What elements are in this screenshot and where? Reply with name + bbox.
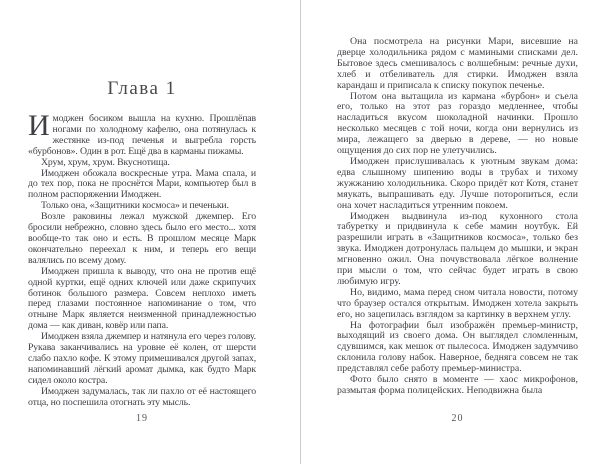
paragraph	[28, 114, 256, 158]
paragraph: Возле раковины лежал мужской джемпер. Его бросили небрежно, словно здесь было его место... хотя вообще-то так оно и есть. В прошлом месяце Марк окончательно переехал к ним, и теперь его вещи валялись по всему дому.	[28, 211, 256, 266]
paragraph: Имоджен пришла к выводу, что она не против ещё одной куртки, ещё одних ключей или даже скрипучих ботинок большого размера. Совсем неплохо иметь перед глазами постоянное напоминание о том, что отныне Марк является неизменной принадлежностью дома — как диван, ковёр или папа.	[28, 265, 256, 332]
page-divider	[300, 0, 301, 464]
paragraph: Она посмотрела на рисунки Мари, висевшие на дверце холодильника рядом с мамиными списками дел. Бытовое здесь смешивалось с волшебным: речные духи, хлеб и отбеливатель для стирки. Имоджен взяла карандаш и приписала к списку покупок печенье.	[337, 37, 578, 91]
page-left[interactable]	[28, 0, 256, 464]
paragraph: Имоджен задумалась, так ли пахло от её настоящего отца, но поспешила отогнать эту мысль.	[28, 385, 256, 408]
paragraph: Фото было снято в моменте — хаос микрофонов, размытая форма полицейских. Неподвижна была	[337, 374, 578, 396]
paragraph: Только она, «Защитники космоса» и печеньки.	[41, 200, 229, 212]
page-number-right: 20	[451, 413, 464, 424]
paragraph: Хрум, хрум, хрум. Вкуснотища.	[41, 156, 170, 168]
chapter-title: Глава 1	[107, 78, 177, 99]
paragraph: Имоджен выдвинула из-под кухонного стола табуретку и придвинула к себе мамин ноутбук. Ей разрешили играть в «Защитников космоса», только без звука. Имоджен дотронулась пальцем до мышки, и экран мгновенно ожил. Она почувствовала лёгкое волнение при мысли о том, что сейчас будет играть в свою любимую игру.	[337, 210, 578, 287]
drop-cap: И	[28, 114, 50, 142]
paragraph: Имоджен обожала воскресные утра. Мама спала, и до тех пор, пока не проснётся Мари, компьютер был в полном распоряжении Имоджен.	[28, 167, 256, 201]
paragraph-text: моджен босиком вышла на кухню. Прошлёпав ногами по холодному кафелю, она потянулась к жестянке из-под печенья и выгребла горсть «бурбонов». Один в рот. Ещё два в карманы пижамы.	[28, 114, 256, 157]
page-number-left: 19	[136, 413, 148, 424]
paragraph: На фотографии был изображён премьер-министр, выходящий из своего дома. Он выглядел сломленным, сдувшимся, как мешок от пылесоса. Имоджен задумчиво склонила голову набок. Наверное, бедняга совсем не так представлял себе работу премьер-министра.	[337, 319, 578, 375]
paragraph: Имоджен взяла джемпер и натянула его через голову. Рукава заканчивались на уровне её колен, от шерсти слабо пахло кофе. К этому примешивался другой запах, напоминавший лёгкий аромат дымка, как будто Марк сидел около костра.	[28, 331, 256, 386]
paragraph: Потом она вытащила из кармана «бурбон» и съела его, только на этот раз гораздо медленнее, чтобы насладиться вкусом шоколадной начинки. Прошло несколько месяцев с той ночи, когда они вернулись из мира, лежащего за дверью в дереве, — но новые ощущения до сих пор не улетучились.	[337, 90, 578, 157]
page-left-body	[28, 114, 256, 410]
page-right[interactable]	[337, 0, 578, 464]
page-right-body	[337, 37, 578, 413]
paragraph: Но, видимо, мама перед сном читала новости, потому что браузер остался открытым. Имоджен хотела закрыть его, но зацепилась взглядом за картинку в верхнем углу.	[337, 286, 578, 320]
paragraph: Имоджен прислушивалась к уютным звукам дома: едва слышному шипению воды в трубах и тихому жужжанию холодильника. Скоро придёт кот Котя, станет мяукать, выпрашивать еду. Лучше поторопиться, если она хочет насладиться утренним покоем.	[337, 155, 578, 211]
